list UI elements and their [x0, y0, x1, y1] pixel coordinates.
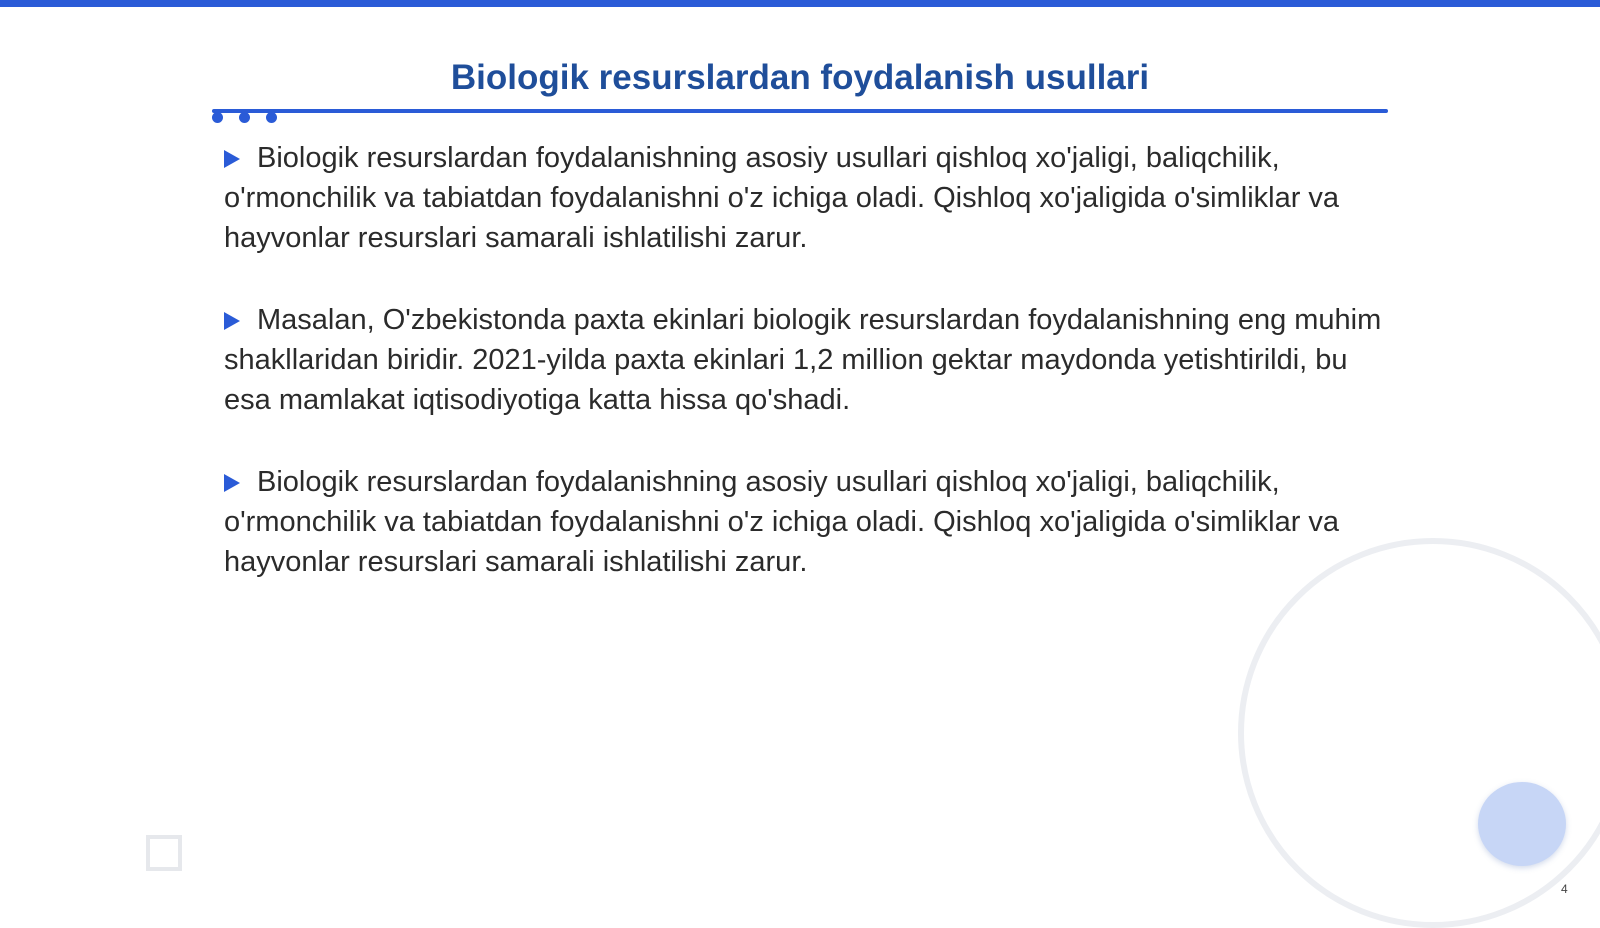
triangle-right-icon: [224, 150, 240, 168]
bullet-item: [224, 462, 1384, 582]
title-underline: [212, 109, 1388, 113]
bullet-item: [224, 138, 1384, 258]
triangle-right-icon: [224, 312, 240, 330]
bullet-text: Biologik resurslardan foydalanishning asosiy usullari qishloq xo'jaligi, baliqchilik, o'rmonchilik va tabiatdan foydalanishni o'z ichiga oladi. Qishloq xo'jaligida o'simliklar va hayvonlar resurslari samarali ishlatilishi zarur.: [224, 466, 1340, 578]
bullet-item: [224, 300, 1384, 420]
triangle-right-icon: [224, 474, 240, 492]
bullet-text: Masalan, O'zbekistonda paxta ekinlari biologik resurslardan foydalanishning eng muhim shakllaridan biridir. 2021-yilda paxta ekinlari 1,2 million gektar maydonda yetishtirildi, bu esa mamlakat iqtisodiyotiga katta hissa qo'shadi.: [224, 304, 1382, 416]
decorative-square: [146, 835, 182, 871]
underline-dot: [266, 112, 277, 123]
page-number: 4: [1561, 882, 1568, 896]
decorative-circle: [1478, 782, 1566, 866]
slide-title: Biologik resurslardan foydalanish usullari: [450, 58, 1150, 97]
underline-dot: [239, 112, 250, 123]
underline-dot: [212, 112, 223, 123]
bullet-text: Biologik resurslardan foydalanishning asosiy usullari qishloq xo'jaligi, baliqchilik, o'rmonchilik va tabiatdan foydalanishni o'z ichiga oladi. Qishloq xo'jaligida o'simliklar va hayvonlar resurslari samarali ishlatilishi zarur.: [224, 142, 1340, 254]
decorative-ring: [1238, 538, 1600, 928]
top-accent-bar: [0, 0, 1600, 7]
